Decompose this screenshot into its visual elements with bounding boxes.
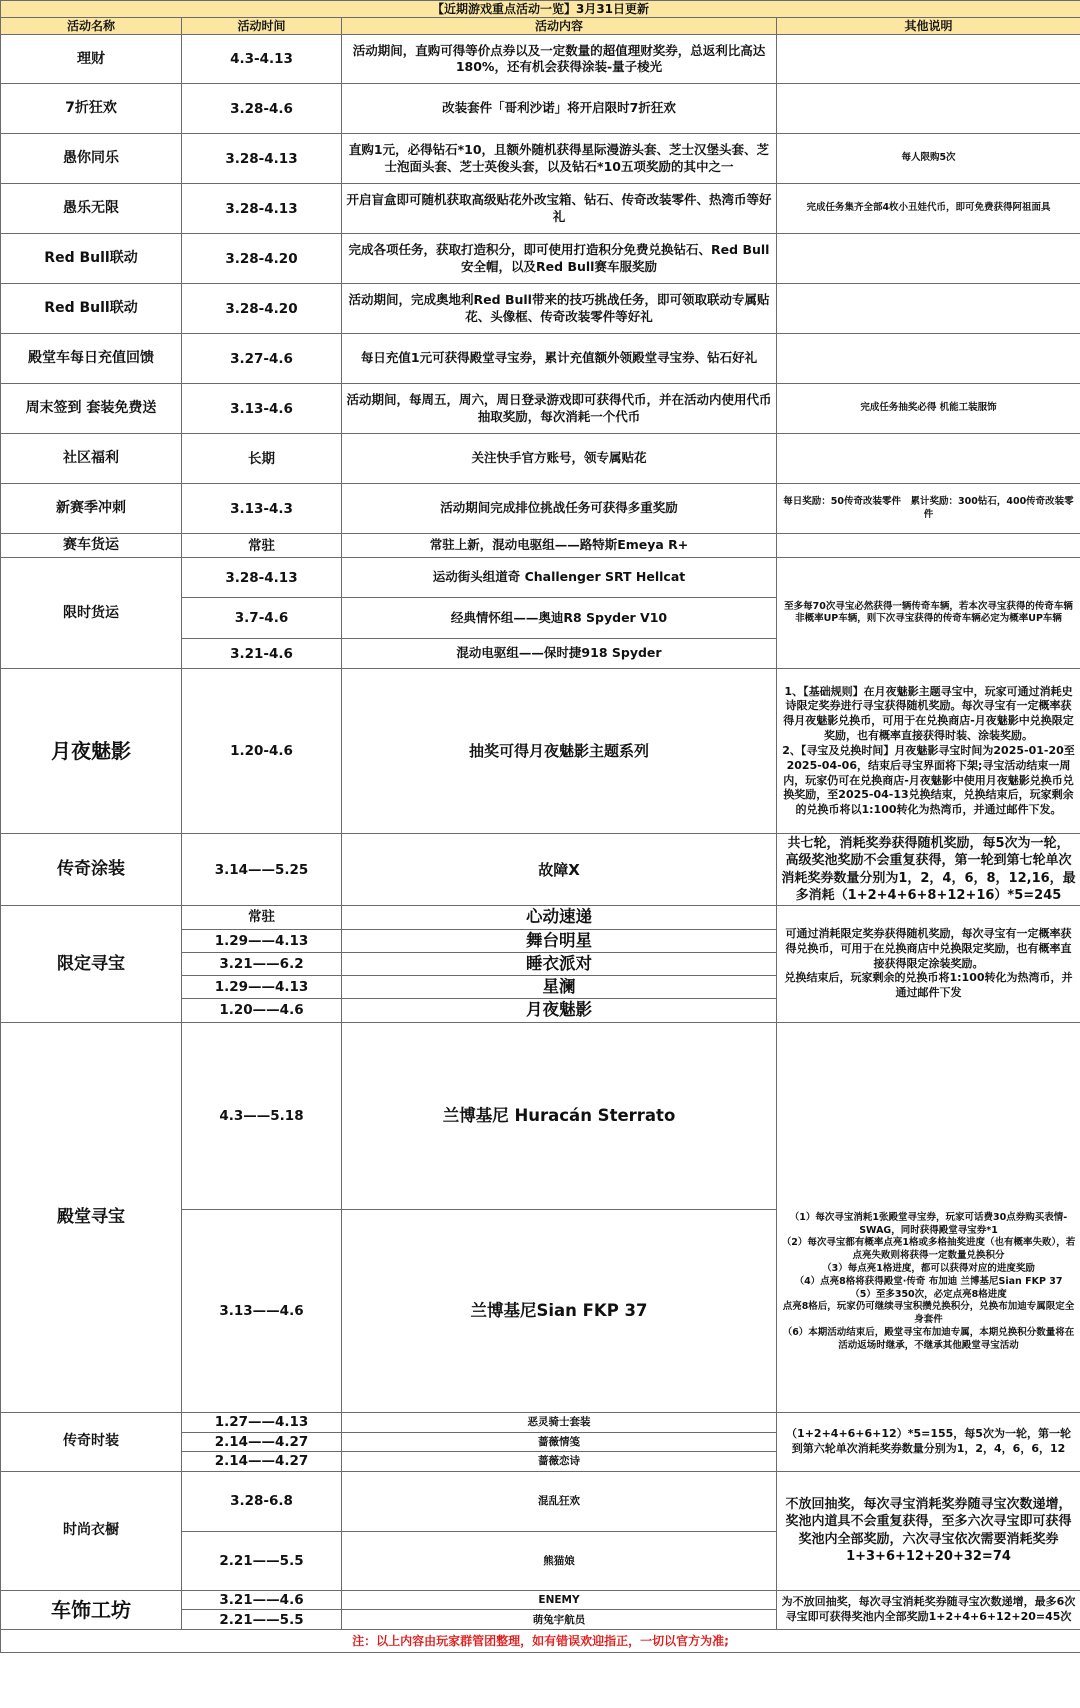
activity-content: 经典情怀组——奥迪R8 Spyder V10	[342, 598, 777, 639]
activity-note	[777, 534, 1080, 558]
table-row	[1, 1022, 1080, 1209]
activity-content: 混乱狂欢	[342, 1471, 777, 1531]
activity-note: 1、【基础规则】在月夜魅影主题寻宝中，玩家可通过消耗史诗限定奖券进行寻宝获得随机奖励。每次寻宝有一定概率获得月夜魅影兑换币，可用于在兑换商店-月夜魅影中兑换限定奖励，也有概率直接获得时装、涂装奖励。 2、【寻宝及兑换时间】月夜魅影寻宝时间为2025-01-20至2025-04-06，结束后寻宝界面将下架;寻宝活动结束一周内，玩家仍可在兑换商店-月夜魅影中使用月夜魅影兑换币兑换奖励，至2025-04-13兑换结束，兑换结束后，玩家剩余的兑换币将以1:100转化为热湾币，并通过邮件下发。	[777, 669, 1080, 834]
activity-name: 殿堂车每日充值回馈	[1, 334, 182, 384]
activity-name: 传奇涂装	[1, 834, 182, 906]
activity-note	[777, 234, 1080, 284]
activity-name: Red Bull联动	[1, 284, 182, 334]
activity-content: 抽奖可得月夜魅影主题系列	[342, 669, 777, 834]
activity-name: 愚乐无限	[1, 184, 182, 234]
activity-content: 蔷薇恋诗	[342, 1451, 777, 1471]
activity-time: 3.7-4.6	[182, 598, 342, 639]
activity-note: 不放回抽奖，每次寻宝消耗奖券随寻宝次数递增，奖池内道具不会重复获得，至多六次寻宝即可获得奖池内全部奖励，六次寻宝依次需要消耗奖券 1+3+6+12+20+32=74	[777, 1471, 1080, 1590]
activity-content: 恶灵骑士套装	[342, 1412, 777, 1432]
activity-content: 熊猫娘	[342, 1531, 777, 1590]
header-content: 活动内容	[342, 18, 777, 35]
activity-content: 运动街头组道奇 Challenger SRT Hellcat	[342, 558, 777, 598]
activity-name: 社区福利	[1, 434, 182, 484]
activity-time: 1.27——4.13	[182, 1412, 342, 1432]
activity-name: 传奇时装	[1, 1412, 182, 1471]
activity-time: 3.28-4.13	[182, 558, 342, 598]
activity-content: 星澜	[342, 976, 777, 999]
activity-time: 1.29——4.13	[182, 929, 342, 952]
activity-content: 开启盲盒即可随机获取高级贴花外改宝箱、钻石、传奇改装零件、热湾币等好礼	[342, 184, 777, 234]
activity-time: 1.20-4.6	[182, 669, 342, 834]
activity-time: 3.28-6.8	[182, 1471, 342, 1531]
table-row	[1, 434, 1080, 484]
sheet-title: 【近期游戏重点活动一览】3月31日更新	[1, 1, 1080, 18]
activity-time: 2.14——4.27	[182, 1451, 342, 1471]
activity-note: 为不放回抽奖，每次寻宝消耗奖券随寻宝次数递增，最多6次寻宝即可获得奖池内全部奖励1+2+4+6+12+20=45次	[777, 1590, 1080, 1629]
activity-time: 1.29——4.13	[182, 976, 342, 999]
activity-time: 3.21-4.6	[182, 639, 342, 669]
activity-time: 常驻	[182, 534, 342, 558]
activity-name: 新赛季冲刺	[1, 484, 182, 534]
activity-time: 3.14——5.25	[182, 834, 342, 906]
activity-note: 共七轮，消耗奖券获得随机奖励，每5次为一轮，高级奖池奖励不会重复获得，第一轮到第七轮单次消耗奖券数量分别为1，2，4，6，8，12,16，最多消耗（1+2+4+6+8+12+16）*5=245	[777, 834, 1080, 906]
activity-content: 睡衣派对	[342, 952, 777, 975]
activity-content: 兰博基尼 Huracán Sterrato	[342, 1022, 777, 1209]
activity-content: 月夜魅影	[342, 999, 777, 1022]
activity-time: 4.3——5.18	[182, 1022, 342, 1209]
activity-content: 改装套件「哥利沙诺」将开启限时7折狂欢	[342, 84, 777, 134]
activity-time: 常驻	[182, 906, 342, 929]
activity-time: 3.13-4.6	[182, 384, 342, 434]
activity-note: 完成任务抽奖必得 机能工装服饰	[777, 384, 1080, 434]
activity-content: 活动期间完成排位挑战任务可获得多重奖励	[342, 484, 777, 534]
table-row	[1, 134, 1080, 184]
activity-content: 活动期间，每周五，周六，周日登录游戏即可获得代币，并在活动内使用代币抽取奖励，每次消耗一个代币	[342, 384, 777, 434]
activity-time: 3.28-4.13	[182, 134, 342, 184]
table-row	[1, 84, 1080, 134]
activity-note	[777, 35, 1080, 84]
activity-name: 月夜魅影	[1, 669, 182, 834]
activity-content: ENEMY	[342, 1590, 777, 1609]
table-row	[1, 834, 1080, 906]
activity-content: 直购1元，必得钻石*10，且额外随机获得星际漫游头套、芝士汉堡头套、芝士泡面头套、芝士英俊头套，以及钻石*10五项奖励的其中之一	[342, 134, 777, 184]
activity-time: 2.21——5.5	[182, 1610, 342, 1630]
activity-time: 3.13-4.3	[182, 484, 342, 534]
activity-note: 可通过消耗限定奖券获得随机奖励，每次寻宝有一定概率获得兑换币，可用于在兑换商店中兑换限定奖励，也有概率直接获得限定涂装奖励。 兑换结束后，玩家剩余的兑换币将1:100转化为热湾币，并通过邮件下发	[777, 906, 1080, 1022]
table-row	[1, 534, 1080, 558]
activity-time: 3.21——4.6	[182, 1590, 342, 1609]
activity-note: 完成任务集齐全部4枚小丑娃代币，即可免费获得阿祖面具	[777, 184, 1080, 234]
activity-name: 7折狂欢	[1, 84, 182, 134]
activity-note: 每日奖励：50传奇改装零件 累计奖励：300钻石，400传奇改装零件	[777, 484, 1080, 534]
activity-note	[777, 434, 1080, 484]
header-name: 活动名称	[1, 18, 182, 35]
activity-note	[777, 284, 1080, 334]
table-row	[1, 558, 1080, 598]
activity-name: 限定寻宝	[1, 906, 182, 1022]
activity-time: 3.28-4.6	[182, 84, 342, 134]
activity-content: 蔷薇情笺	[342, 1432, 777, 1451]
activity-time: 3.27-4.6	[182, 334, 342, 384]
activity-time: 3.21——6.2	[182, 952, 342, 975]
activity-content: 舞台明星	[342, 929, 777, 952]
activity-note	[777, 334, 1080, 384]
activity-time: 3.13——4.6	[182, 1209, 342, 1412]
activity-time: 长期	[182, 434, 342, 484]
table-row	[1, 906, 1080, 929]
table-row	[1, 184, 1080, 234]
activity-note: （1+2+4+6+6+12）*5=155，每5次为一轮，第一轮到第六轮单次消耗奖券数量分别为1，2，4，6，6，12	[777, 1412, 1080, 1471]
activity-content: 兰博基尼Sian FKP 37	[342, 1209, 777, 1412]
activity-note	[777, 84, 1080, 134]
table-row	[1, 384, 1080, 434]
activity-time: 3.28-4.20	[182, 284, 342, 334]
activity-content: 活动期间，完成奥地利Red Bull带来的技巧挑战任务，即可领取联动专属贴花、头像框、传奇改装零件等好礼	[342, 284, 777, 334]
table-row	[1, 284, 1080, 334]
activity-name: 限时货运	[1, 558, 182, 669]
footer-note: 注：以上内容由玩家群管团整理，如有错误欢迎指正，一切以官方为准;	[1, 1630, 1080, 1653]
activity-time: 1.20——4.6	[182, 999, 342, 1022]
activity-name: 时尚衣橱	[1, 1471, 182, 1590]
activity-name: 车饰工坊	[1, 1590, 182, 1629]
table-row	[1, 1471, 1080, 1531]
activity-content: 完成各项任务，获取打造积分，即可使用打造积分免费兑换钻石、Red Bull安全帽，以及Red Bull赛车服奖励	[342, 234, 777, 284]
activity-note: 至多每70次寻宝必然获得一辆传奇车辆，若本次寻宝获得的传奇车辆非概率UP车辆，则下次寻宝获得的传奇车辆必定为概率UP车辆	[777, 558, 1080, 669]
table-row	[1, 484, 1080, 534]
activity-content: 关注快手官方账号，领专属贴花	[342, 434, 777, 484]
activity-name: 殿堂寻宝	[1, 1022, 182, 1412]
activity-time: 3.28-4.20	[182, 234, 342, 284]
activity-content: 常驻上新，混动电驱组——路特斯Emeya R+	[342, 534, 777, 558]
activity-name: 周末签到 套装免费送	[1, 384, 182, 434]
header-time: 活动时间	[182, 18, 342, 35]
activity-time: 2.21——5.5	[182, 1531, 342, 1590]
activity-name: 愚你同乐	[1, 134, 182, 184]
activity-time: 4.3-4.13	[182, 35, 342, 84]
activity-name: Red Bull联动	[1, 234, 182, 284]
activity-content: 每日充值1元可获得殿堂寻宝券，累计充值额外领殿堂寻宝券、钻石好礼	[342, 334, 777, 384]
table-row	[1, 669, 1080, 834]
activity-content: 故障X	[342, 834, 777, 906]
activity-content: 混动电驱组——保时捷918 Spyder	[342, 639, 777, 669]
activity-name: 理财	[1, 35, 182, 84]
activity-content: 活动期间，直购可得等价点券以及一定数量的超值理财奖券，总返利比高达180%，还有机会获得涂装-量子棱光	[342, 35, 777, 84]
activity-content: 萌兔宇航员	[342, 1610, 777, 1630]
header-note: 其他说明	[777, 18, 1080, 35]
table-row	[1, 334, 1080, 384]
activity-name: 赛车货运	[1, 534, 182, 558]
table-row	[1, 1412, 1080, 1432]
activity-time: 2.14——4.27	[182, 1432, 342, 1451]
table-row	[1, 1590, 1080, 1609]
activity-note: 每人限购5次	[777, 134, 1080, 184]
table-row	[1, 35, 1080, 84]
table-row	[1, 234, 1080, 284]
activity-time: 3.28-4.13	[182, 184, 342, 234]
activity-content: 心动速递	[342, 906, 777, 929]
activity-note: （1）每次寻宝消耗1张殿堂寻宝券，玩家可话费30点券购买表情-SWAG，同时获得殿堂寻宝券*1 （2）每次寻宝都有概率点亮1格或多格抽奖进度（也有概率失败），若点亮失败则将获得一定数量兑换积分 （3）每点亮1格进度，都可以获得对应的进度奖励 （4）点亮8格将获得殿堂·传奇 布加迪 兰博基尼Sian FKP 37 （5）至多350次，必定点亮8格进度 点亮8格后，玩家仍可继续寻宝积攒兑换积分，兑换布加迪专属限定全身套件 （6）本期活动结束后，殿堂寻宝布加迪专属，本期兑换积分数量将在活动返场时继承，不继承其他殿堂寻宝活动	[777, 1022, 1080, 1412]
